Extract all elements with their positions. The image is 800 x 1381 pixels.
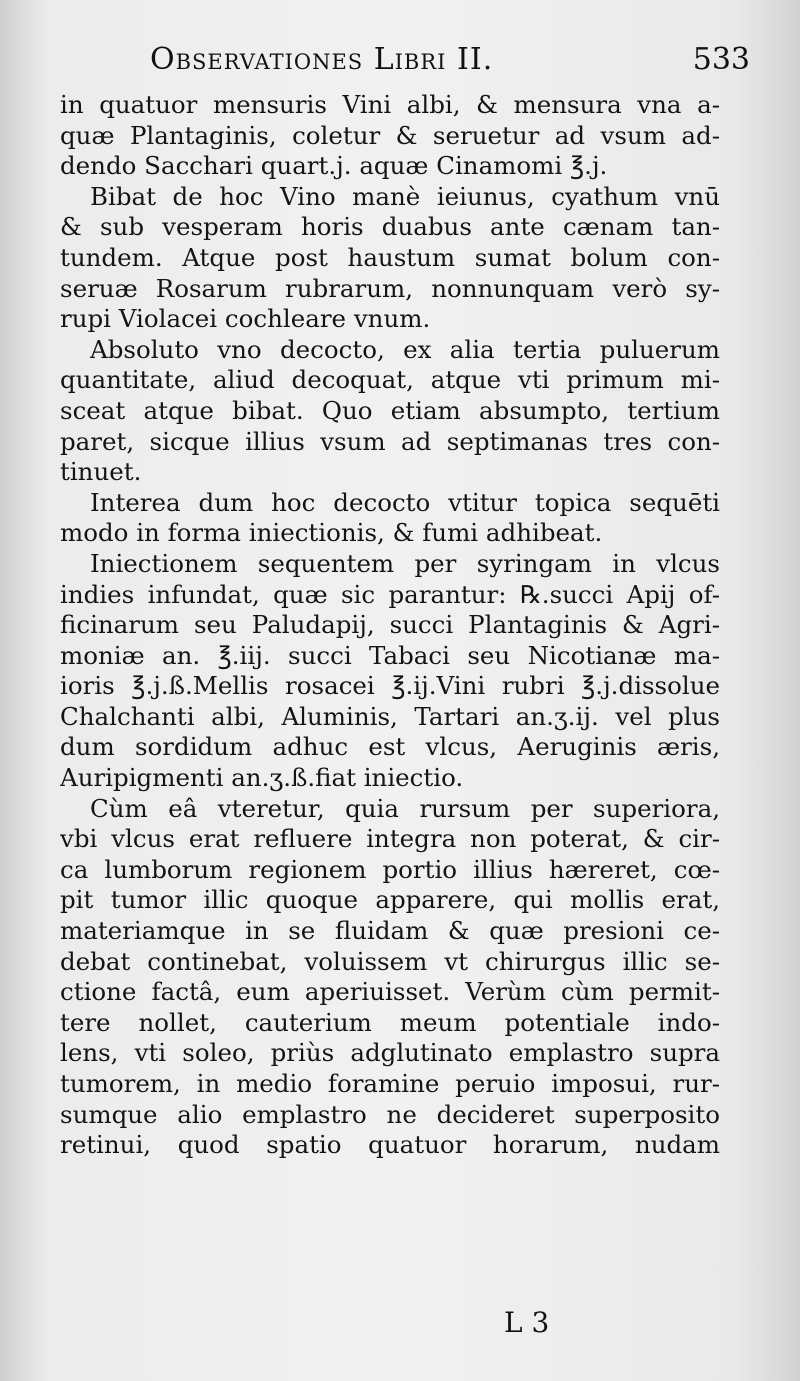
text-line: lens, vti soleo, priùs adglutinato emplastro supra	[60, 1038, 720, 1068]
text-line: Absoluto vno decocto, ex alia tertia puluerum	[90, 334, 720, 364]
page-number: 533	[692, 42, 750, 77]
text-line: ctione factâ, eum aperiuisset. Verùm cùm permit-	[60, 977, 720, 1007]
text-line: ioris ℥.j.ß.Mellis rosacei ℥.ij.Vini rubri ℥.j.dissolue	[60, 671, 720, 701]
text-line: in quatuor mensuris Vini albi, & mensura vna a-	[60, 90, 720, 119]
signature-mark: L 3	[504, 1306, 550, 1339]
text-line: Interea dum hoc decocto vtitur topica sequēti	[90, 487, 720, 517]
text-line: paret, sicque illius vsum ad septimanas tres con-	[60, 426, 720, 456]
text-line: Iniectionem sequentem per syringam in vlcus	[90, 548, 720, 578]
text-line: ficinarum seu Paludapij, succi Plantaginis & Agri-	[60, 610, 720, 640]
text-line: rupi Violacei cochleare vnum.	[60, 304, 431, 334]
text-line: quæ Plantaginis, coletur & seruetur ad vsum ad-	[60, 120, 720, 150]
text-line: vbi vlcus erat refluere integra non poterat, & cir-	[60, 824, 720, 854]
running-title: Observationes Libri II.	[150, 42, 494, 77]
text-line: sceat atque bibat. Quo etiam absumpto, tertium	[60, 395, 720, 425]
text-line: tere nollet, cauterium meum potentiale indo-	[60, 1007, 720, 1037]
text-line: dendo Sacchari quart.j. aquæ Cinamomi ℥.j.	[60, 151, 608, 181]
page-footer	[490, 1306, 610, 1346]
text-line: debat continebat, voluissem vt chirurgus illic se-	[60, 946, 720, 976]
text-line: & sub vesperam horis duabus ante cænam tan-	[60, 212, 720, 242]
page-header	[150, 38, 750, 88]
text-line: quantitate, aliud decoquat, atque vti primum mi-	[60, 365, 720, 395]
text-line: Cùm eâ vteretur, quia rursum per superiora,	[90, 793, 720, 823]
text-line: Chalchanti albi, Aluminis, Tartari an.ʒ.ij. vel plus	[60, 701, 720, 731]
text-line: materiamque in se fluidam & quæ presioni ce-	[60, 916, 720, 946]
text-line: sumque alio emplastro ne decideret superposito	[60, 1099, 720, 1129]
text-line: pit tumor illic quoque apparere, qui mollis erat,	[60, 885, 720, 915]
text-line: modo in forma iniectionis, & fumi adhibeat.	[60, 518, 603, 548]
text-line: retinui, quod spatio quatuor horarum, nudam	[60, 1130, 720, 1160]
body-text	[60, 90, 720, 1161]
text-line: tinuet.	[60, 457, 142, 487]
text-line: moniæ an. ℥.iij. succi Tabaci seu Nicotianæ ma-	[60, 640, 720, 670]
text-line: dum sordidum adhuc est vlcus, Aeruginis æris,	[60, 732, 720, 762]
text-line: Bibat de hoc Vino manè ieiunus, cyathum vnū	[90, 181, 720, 211]
text-line: indies infundat, quæ sic parantur: ℞.succi Apij of-	[60, 579, 720, 609]
text-line: tumorem, in medio foramine peruio imposui, rur-	[60, 1069, 720, 1098]
text-line: ca lumborum regionem portio illius hæreret, cœ-	[60, 854, 720, 884]
text-line: seruæ Rosarum rubrarum, nonnunquam verò sy-	[60, 273, 720, 303]
text-line: Auripigmenti an.ʒ.ß.fiat iniectio.	[60, 763, 464, 793]
text-line: tundem. Atque post haustum sumat bolum con-	[60, 242, 720, 272]
